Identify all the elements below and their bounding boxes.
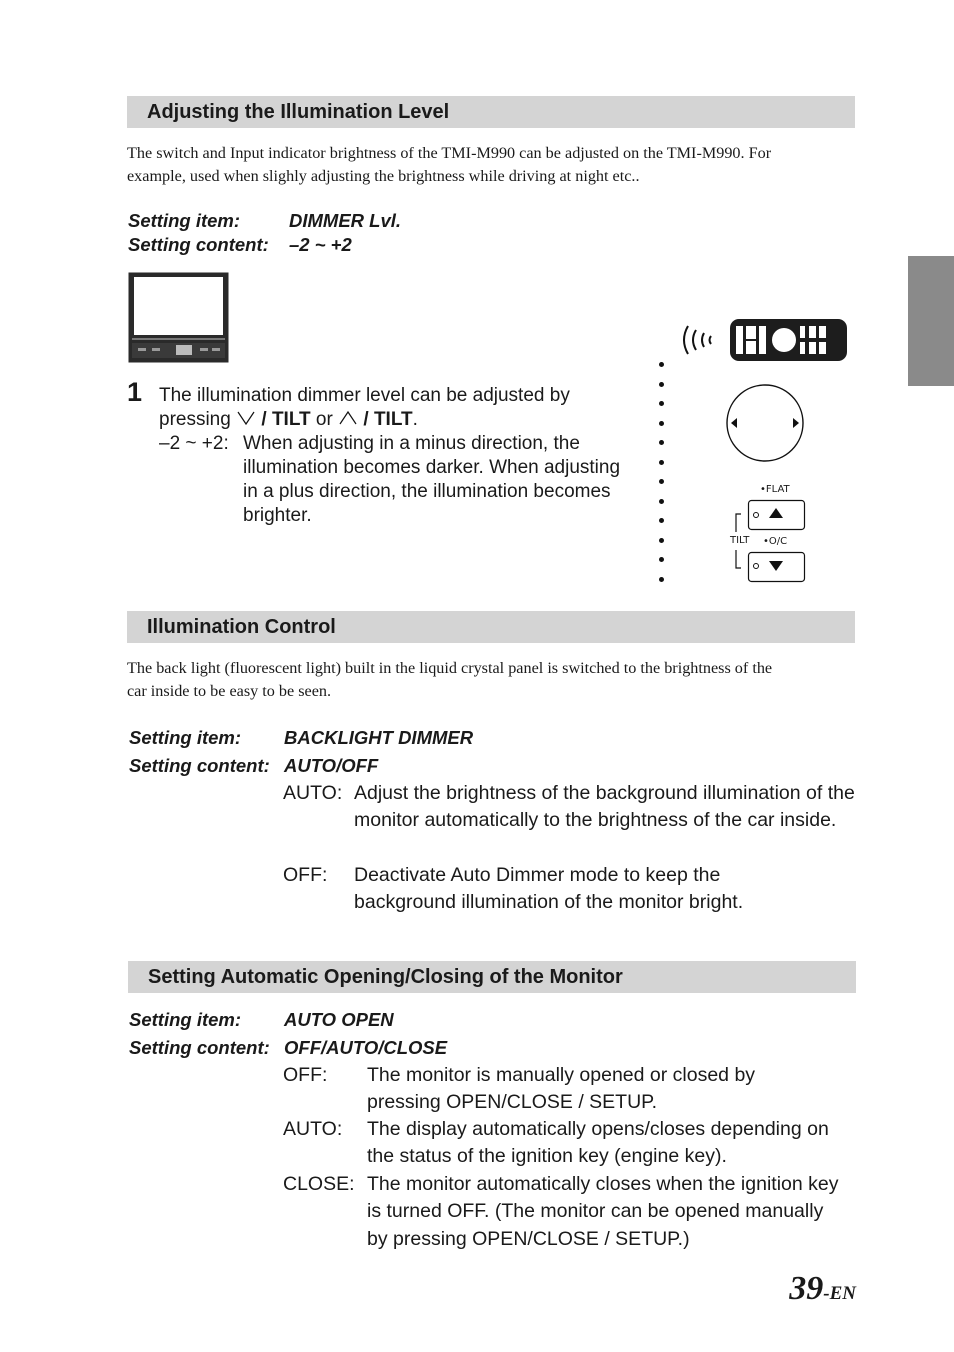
option-close-description: The monitor automatically closes when the ignition key is turned OFF. (The monitor can be opened manually by pressing OPEN/CLOSE / SETUP.) — [367, 1173, 839, 1250]
page-number-value: 39 — [789, 1270, 824, 1307]
setting-content-value: AUTO/OFF — [284, 755, 379, 776]
option-off-label: OFF: — [283, 864, 328, 886]
section-header-illumination-control: Illumination Control — [127, 611, 855, 643]
remote-control-icon — [676, 316, 851, 366]
option-auto-description: Adjust the brightness of the background illumination of the monitor automatically to the brightness of the car inside. — [354, 782, 855, 832]
setting-item-value: DIMMER Lvl. — [289, 210, 402, 231]
setting-content-label: Setting content: — [128, 234, 269, 255]
section3-setting-item — [129, 1008, 394, 1032]
range-label: –2 ~ +2: — [159, 433, 229, 454]
option-off-label: OFF: — [283, 1064, 328, 1086]
section2-intro — [127, 657, 857, 703]
option-close-label: CLOSE: — [283, 1173, 355, 1195]
down-chevron-icon — [236, 410, 256, 426]
oc-label: •O/C — [763, 536, 788, 547]
option-off-description: Deactivate Auto Dimmer mode to keep the background illumination of the monitor bright. — [354, 864, 744, 914]
monitor-illustration — [128, 272, 230, 364]
section1-intro-line1: The switch and Input indicator brightness of the TMI-M990 can be adjusted on the TMI-M990. For — [127, 144, 772, 162]
section1-setting-item — [128, 209, 402, 233]
setting-content-label: Setting content: — [129, 1037, 270, 1058]
step-or-text: or — [315, 409, 333, 430]
side-thumb-tab — [908, 256, 954, 386]
section3-setting-content — [129, 1036, 448, 1060]
setting-item-value: AUTO OPEN — [284, 1009, 394, 1030]
option-auto-label: AUTO: — [283, 782, 343, 804]
option-auto-label: AUTO: — [283, 1118, 343, 1140]
option-auto-description: The display automatically opens/closes depending on the status of the ignition key (engine key). — [367, 1118, 829, 1168]
step-line1: The illumination dimmer level can be adjusted by — [159, 385, 570, 406]
section1-intro — [127, 142, 857, 188]
step-pressing-text: pressing — [159, 409, 231, 430]
section2-intro-line1: The back light (fluorescent light) built in the liquid crystal panel is switched to the brightness of the — [127, 659, 773, 677]
dotted-separator — [659, 362, 669, 596]
step-line2 — [159, 408, 418, 432]
up-chevron-icon — [338, 410, 358, 426]
section1-setting-content — [128, 233, 352, 257]
section-header-illumination-level: Adjusting the Illumination Level — [127, 96, 855, 128]
step-period: . — [412, 409, 418, 430]
step-tilt1-text: / TILT — [261, 409, 311, 430]
setting-item-value: BACKLIGHT DIMMER — [284, 727, 474, 748]
section2-setting-content — [129, 754, 379, 778]
tilt-label: TILT — [730, 535, 750, 546]
section2-setting-item — [129, 726, 474, 750]
section-header-auto-open: Setting Automatic Opening/Closing of the Monitor — [128, 961, 856, 993]
setting-content-label: Setting content: — [129, 755, 270, 776]
setting-item-label: Setting item: — [129, 1009, 242, 1030]
range-description: When adjusting in a minus direction, the illumination becomes darker. When adjusting in a plus direction, the illumination becomes brighter. — [243, 433, 621, 526]
setting-content-value: –2 ~ +2 — [289, 234, 352, 255]
step-tilt2-text: / TILT — [363, 409, 413, 430]
flat-label: •FLAT — [760, 484, 790, 495]
section2-intro-line2: car inside to be easy to be seen. — [127, 682, 332, 700]
step-number: 1 — [127, 377, 143, 407]
setting-item-label: Setting item: — [129, 727, 242, 748]
option-off-description: The monitor is manually opened or closed by pressing OPEN/CLOSE / SETUP. — [367, 1064, 756, 1114]
rotary-control-icon — [724, 382, 806, 464]
page-number — [789, 1270, 856, 1308]
setting-item-label: Setting item: — [128, 210, 241, 231]
setting-content-value: OFF/AUTO/CLOSE — [284, 1037, 448, 1058]
section1-intro-line2: example, used when slighly adjusting the brightness while driving at night etc.. — [127, 167, 640, 185]
page-number-suffix: -EN — [823, 1283, 856, 1304]
